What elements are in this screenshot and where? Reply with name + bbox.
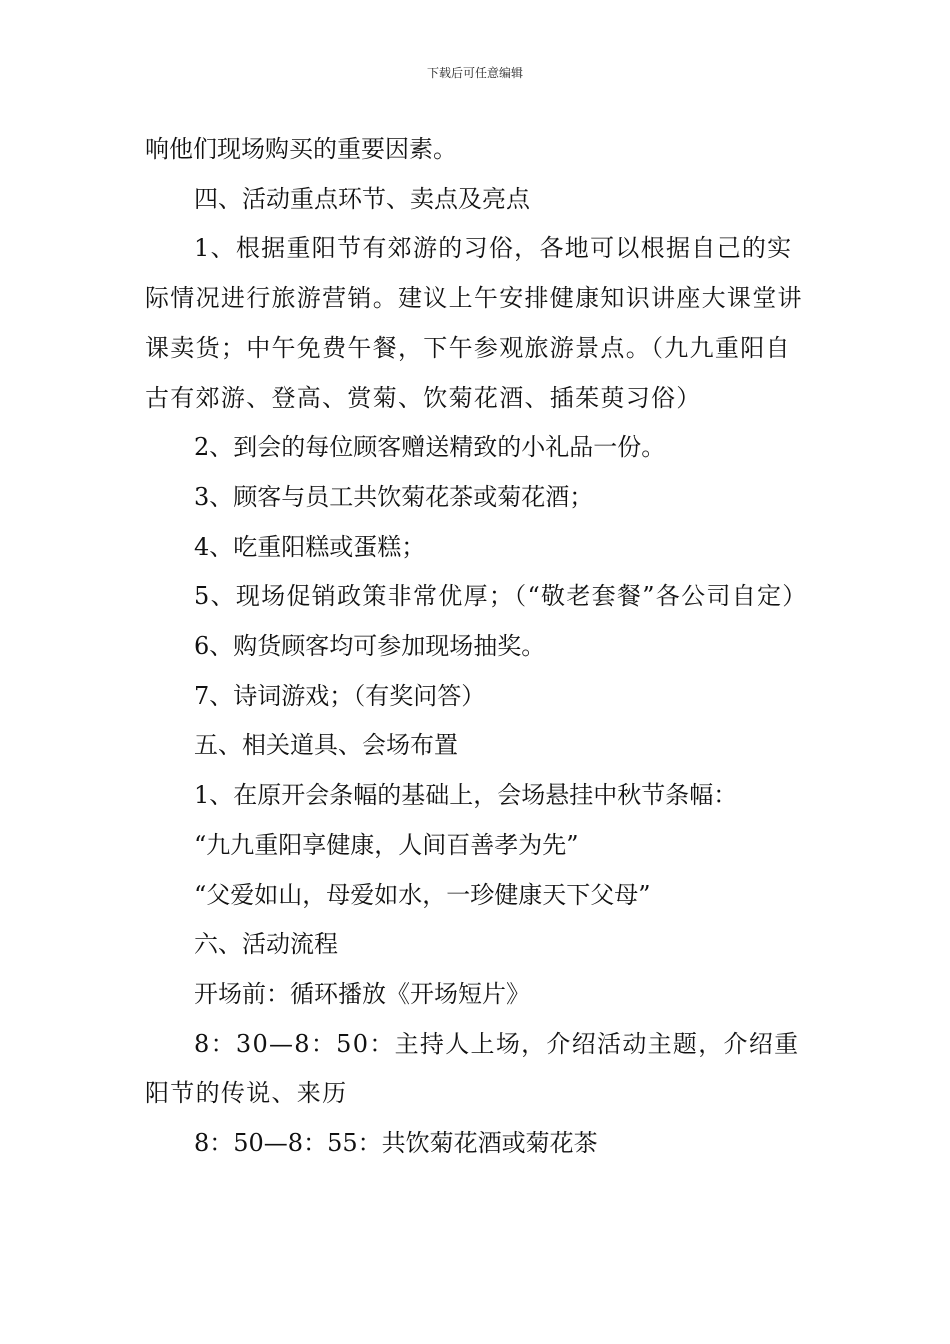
section-heading-5: 五、相关道具、会场布置 bbox=[194, 731, 458, 760]
flow-item-0830: 8：30—8：50：主持人上场，介绍活动主题，介绍重阳节的传说、来历 bbox=[145, 1029, 800, 1108]
list-item-5: 5、现场促销政策非常优厚；（“敬老套餐”各公司自定） bbox=[194, 582, 808, 611]
list-item-1: 1、根据重阳节有郊游的习俗，各地可以根据自己的实际情况进行旅游营销。建议上午安排健康知识讲座大课堂讲课卖货；中午免费午餐，下午参观旅游景点。（九九重阳自古有郊游、登高、赏菊、饮菊花酒、插茱萸习俗） bbox=[145, 234, 803, 412]
list-item-2: 2、到会的每位顾客赠送精致的小礼品一份。 bbox=[194, 433, 666, 462]
venue-item-1: 1、在原开会条幅的基础上，会场悬挂中秋节条幅： bbox=[194, 781, 738, 810]
flow-item-opening: 开场前：循环播放《开场短片》 bbox=[194, 979, 530, 1008]
section-heading-4: 四、活动重点环节、卖点及亮点 bbox=[194, 184, 530, 213]
list-item-6: 6、购货顾客均可参加现场抽奖。 bbox=[194, 632, 546, 661]
flow-item-0850: 8：50—8：55：共饮菊花酒或菊花茶 bbox=[194, 1129, 598, 1158]
list-item-7: 7、诗词游戏；（有奖问答） bbox=[194, 681, 486, 710]
page-header: 下载后可任意编辑 bbox=[426, 66, 523, 80]
list-item-3: 3、顾客与员工共饮菊花茶或菊花酒； bbox=[194, 482, 594, 511]
document-body bbox=[145, 125, 810, 1169]
banner-quote-2: “父爱如山，母爱如水，一珍健康天下父母” bbox=[194, 880, 651, 909]
section-heading-6: 六、活动流程 bbox=[194, 930, 338, 959]
paragraph-continuation: 响他们现场购买的重要因素。 bbox=[145, 135, 457, 163]
banner-quote-1: “九九重阳享健康，人间百善孝为先” bbox=[194, 830, 579, 859]
list-item-4: 4、吃重阳糕或蛋糕； bbox=[194, 532, 426, 561]
